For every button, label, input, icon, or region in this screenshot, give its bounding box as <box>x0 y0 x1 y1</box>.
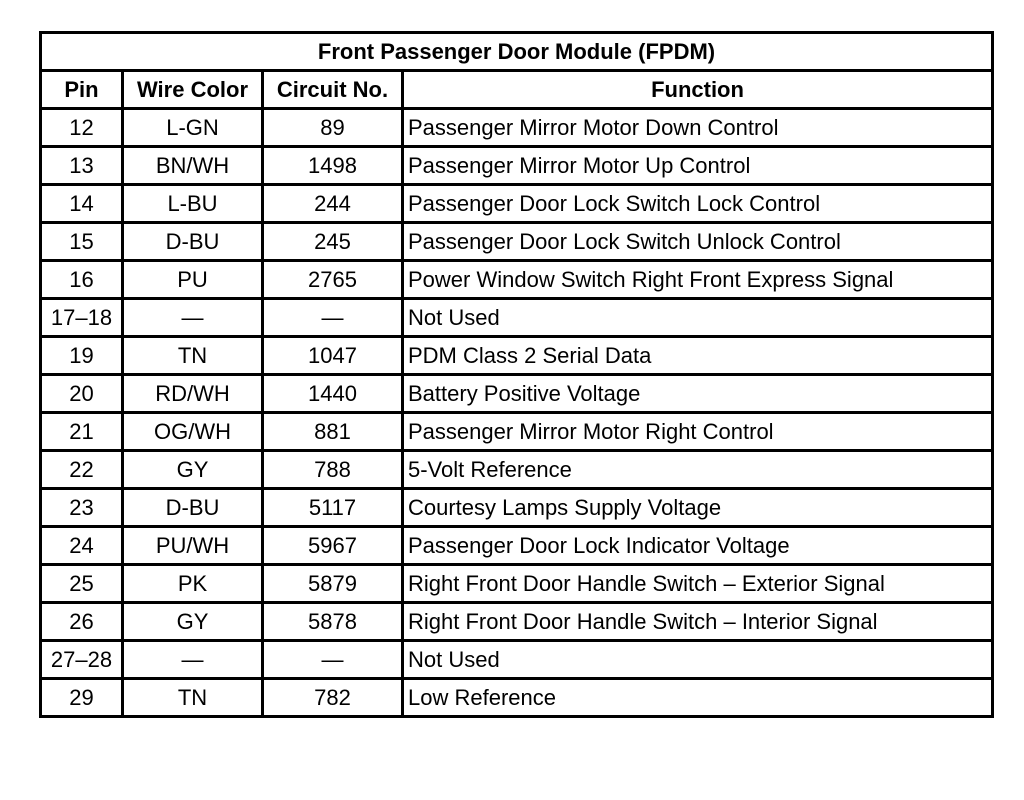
table-row <box>41 527 993 565</box>
function-cell: Passenger Door Lock Switch Lock Control <box>403 185 993 223</box>
function-cell: Passenger Door Lock Indicator Voltage <box>403 527 993 565</box>
circuit-cell: 788 <box>263 451 403 489</box>
pinout-table <box>39 31 994 718</box>
wire-color-cell: BN/WH <box>123 147 263 185</box>
pin-cell: 24 <box>41 527 123 565</box>
pin-cell: 27–28 <box>41 641 123 679</box>
header-wire-color: Wire Color <box>123 71 263 109</box>
wire-color-cell: D-BU <box>123 223 263 261</box>
circuit-cell: — <box>263 641 403 679</box>
circuit-cell: 5878 <box>263 603 403 641</box>
table-title-row <box>41 33 993 71</box>
pin-cell: 13 <box>41 147 123 185</box>
wire-color-cell: OG/WH <box>123 413 263 451</box>
table-header-row <box>41 71 993 109</box>
function-cell: Low Reference <box>403 679 993 717</box>
table-row <box>41 413 993 451</box>
header-pin: Pin <box>41 71 123 109</box>
circuit-cell: 782 <box>263 679 403 717</box>
function-cell: Right Front Door Handle Switch – Exterior Signal <box>403 565 993 603</box>
circuit-cell: 245 <box>263 223 403 261</box>
circuit-cell: 5117 <box>263 489 403 527</box>
circuit-cell: — <box>263 299 403 337</box>
wire-color-cell: PU <box>123 261 263 299</box>
wire-color-cell: TN <box>123 679 263 717</box>
function-cell: Right Front Door Handle Switch – Interior Signal <box>403 603 993 641</box>
wire-color-cell: TN <box>123 337 263 375</box>
function-cell: 5-Volt Reference <box>403 451 993 489</box>
function-cell: PDM Class 2 Serial Data <box>403 337 993 375</box>
circuit-cell: 1498 <box>263 147 403 185</box>
pin-cell: 19 <box>41 337 123 375</box>
wire-color-cell: L-GN <box>123 109 263 147</box>
pin-cell: 15 <box>41 223 123 261</box>
function-cell: Power Window Switch Right Front Express Signal <box>403 261 993 299</box>
wire-color-cell: PK <box>123 565 263 603</box>
pin-cell: 14 <box>41 185 123 223</box>
table-row <box>41 565 993 603</box>
table-row <box>41 299 993 337</box>
table-row <box>41 603 993 641</box>
circuit-cell: 2765 <box>263 261 403 299</box>
table-row <box>41 489 993 527</box>
circuit-cell: 881 <box>263 413 403 451</box>
pin-cell: 21 <box>41 413 123 451</box>
circuit-cell: 244 <box>263 185 403 223</box>
pin-cell: 25 <box>41 565 123 603</box>
function-cell: Courtesy Lamps Supply Voltage <box>403 489 993 527</box>
table-row <box>41 337 993 375</box>
function-cell: Not Used <box>403 641 993 679</box>
wire-color-cell: — <box>123 641 263 679</box>
table-title: Front Passenger Door Module (FPDM) <box>41 33 993 71</box>
function-cell: Battery Positive Voltage <box>403 375 993 413</box>
wire-color-cell: D-BU <box>123 489 263 527</box>
table-row <box>41 261 993 299</box>
circuit-cell: 89 <box>263 109 403 147</box>
function-cell: Passenger Mirror Motor Up Control <box>403 147 993 185</box>
wire-color-cell: PU/WH <box>123 527 263 565</box>
table-row <box>41 223 993 261</box>
function-cell: Passenger Mirror Motor Right Control <box>403 413 993 451</box>
circuit-cell: 5967 <box>263 527 403 565</box>
wire-color-cell: L-BU <box>123 185 263 223</box>
wire-color-cell: GY <box>123 451 263 489</box>
pin-cell: 23 <box>41 489 123 527</box>
pin-cell: 16 <box>41 261 123 299</box>
table-row <box>41 679 993 717</box>
wire-color-cell: GY <box>123 603 263 641</box>
table-row <box>41 451 993 489</box>
wire-color-cell: RD/WH <box>123 375 263 413</box>
circuit-cell: 1440 <box>263 375 403 413</box>
function-cell: Not Used <box>403 299 993 337</box>
circuit-cell: 1047 <box>263 337 403 375</box>
wire-color-cell: — <box>123 299 263 337</box>
table-row <box>41 375 993 413</box>
pin-cell: 12 <box>41 109 123 147</box>
pin-cell: 29 <box>41 679 123 717</box>
table-row <box>41 641 993 679</box>
pin-cell: 22 <box>41 451 123 489</box>
table-row <box>41 185 993 223</box>
pin-cell: 26 <box>41 603 123 641</box>
pin-cell: 17–18 <box>41 299 123 337</box>
pin-cell: 20 <box>41 375 123 413</box>
header-circuit-no: Circuit No. <box>263 71 403 109</box>
table-row <box>41 147 993 185</box>
circuit-cell: 5879 <box>263 565 403 603</box>
table-row <box>41 109 993 147</box>
header-function: Function <box>403 71 993 109</box>
function-cell: Passenger Mirror Motor Down Control <box>403 109 993 147</box>
function-cell: Passenger Door Lock Switch Unlock Control <box>403 223 993 261</box>
